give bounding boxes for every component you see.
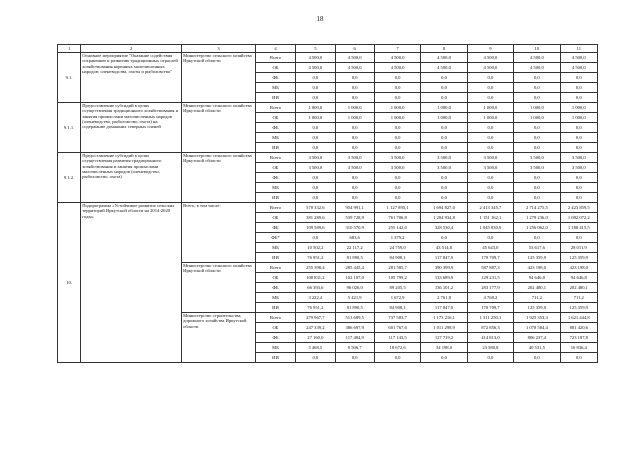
funding-source: Всего [255,103,295,113]
amount-cell: 255 398,4 [296,263,335,273]
amount-cell: 1 379,2 [374,233,420,243]
funding-source: ОБ [255,213,295,223]
amount-cell: 1 127 895,1 [374,203,420,213]
funding-source: ФБ [255,173,295,183]
amount-cell: 0,0 [560,123,597,133]
amount-cell: 0,0 [421,353,467,363]
funding-source: МБ [255,183,295,193]
amount-cell: 414 813,0 [467,333,513,343]
amount-cell: 587 887,3 [467,263,513,273]
amount-cell: 1 173 216,1 [421,313,467,323]
funding-source: МБ [255,243,295,253]
amount-cell: 0,0 [296,133,335,143]
amount-cell: 1 011 298,9 [421,323,467,333]
amount-cell: 4 500,0 [467,63,513,73]
amount-cell: 0,0 [374,73,420,83]
amount-cell: 3 500,0 [296,153,335,163]
amount-cell: 0,0 [514,173,560,183]
amount-cell: 711,2 [514,293,560,303]
amount-cell: 4 500,0 [374,53,420,63]
funding-source: ИИ [255,353,295,363]
funding-source: Всего [255,263,295,273]
amount-cell: 0,0 [374,193,420,203]
measure-title: Предоставление субсидий в целях осуществления традиционного хозяйствования и занятия промыслами малочисленных народов (оленеводство, рыболовство, охота) на содержание домашних северных оленей [81,103,182,153]
amount-cell: 255 142,0 [374,223,420,233]
amount-cell: 2 714 275,5 [514,203,560,213]
amount-cell: 0,0 [421,73,467,83]
amount-cell: 127 719,2 [421,333,467,343]
amount-cell: 1 256 062,0 [514,223,560,233]
header-cell: 2 [81,45,182,53]
amount-cell: 0,0 [374,93,420,103]
amount-cell: 1 000,0 [374,103,420,113]
amount-cell: 0,0 [335,73,374,83]
funding-source: Всего [255,313,295,323]
amount-cell: 1 000,0 [467,103,513,113]
amount-cell: 4 500,0 [296,53,335,63]
funding-source: МБ [255,83,295,93]
amount-cell: 0,0 [514,93,560,103]
amount-cell: 28 011,9 [560,243,597,253]
amount-cell: 3 500,0 [374,163,420,173]
table-row [58,103,598,113]
amount-cell: 578 332,6 [296,203,335,213]
amount-cell: 3 500,0 [421,163,467,173]
amount-cell: 76 951,2 [296,253,335,263]
amount-cell: 1 621 444,8 [560,313,597,323]
funding-source: ФБ [255,123,295,133]
amount-cell: 129 231,5 [467,273,513,283]
amount-cell: 16 836,4 [560,343,597,353]
amount-cell: 0,0 [374,143,420,153]
amount-cell: 76 951,2 [296,303,335,313]
amount-cell: 43 514,8 [421,243,467,253]
amount-cell: 0,0 [421,93,467,103]
amount-cell: 0,0 [335,353,374,363]
amount-cell: 872 856,3 [467,323,513,333]
amount-cell: 0,0 [467,93,513,103]
amount-cell: 0,0 [296,83,335,93]
amount-cell: 1 082 072,2 [560,213,597,223]
amount-cell: 5 468,5 [296,343,335,353]
amount-cell: 109 589,6 [296,223,335,233]
amount-cell: 1 000,0 [560,103,597,113]
amount-cell: 683,6 [335,233,374,243]
amount-cell: 0,0 [560,133,597,143]
amount-cell: 539 728,9 [335,213,374,223]
funding-source: ОБ [255,273,295,283]
amount-cell: 117 847,0 [421,253,467,263]
header-cell: 5 [296,45,335,53]
amount-cell: 0,0 [467,173,513,183]
funding-source: МБ [255,133,295,143]
amount-cell: 102 107,0 [335,273,374,283]
amount-cell: 0,0 [560,353,597,363]
table-row [58,53,598,63]
header-cell: 9 [467,45,513,53]
amount-cell: 125 359,9 [514,303,560,313]
amount-cell: 1 000,0 [467,113,513,123]
executor: Министерство сельского хозяйства Иркутской области [182,263,256,313]
amount-cell: 1 925 353,3 [514,313,560,323]
amount-cell: 4 500,0 [467,53,513,63]
amount-cell: 310 570,9 [335,223,374,233]
amount-cell: 81 890,5 [335,303,374,313]
amount-cell: 24 759,0 [374,243,420,253]
amount-cell: 18 672,6 [374,343,420,353]
amount-cell: 0,0 [421,83,467,93]
amount-cell: 22 117,2 [335,243,374,253]
amount-cell: 117 484,9 [335,333,374,343]
amount-cell: 108 831,2 [296,273,335,283]
amount-cell: 1 204 934,8 [421,213,467,223]
amount-cell: 105 799,2 [374,273,420,283]
funding-source: Всего [255,203,295,213]
amount-cell: 0,0 [296,73,335,83]
amount-cell: 3 500,0 [296,163,335,173]
funding-source: ОБ [255,113,295,123]
amount-cell: 136 101,2 [421,283,467,293]
measure-title: Основное мероприятие "Оказание содействия сохранению и развитию традиционных отраслей хозяйствования коренных малочисленных народов: оленеводства, охоты и рыболовства" [81,53,182,103]
amount-cell: 0,0 [560,83,597,93]
measure-title: Предоставление субсидий в целях осуществления развития традиционного хозяйствования и занятия промыслами малочисленных народов (оленеводство, рыболовство, охота) [81,153,182,203]
executor: Министерство строительства, дорожного хозяйства Иркутской области [182,313,256,363]
amount-cell: 66 393,6 [296,283,335,293]
row-number: 10. [58,203,81,363]
amount-cell: 0,0 [560,233,597,243]
amount-cell: 0,0 [467,133,513,143]
amount-cell: 117 143,5 [374,333,420,343]
amount-cell: 9 506,7 [335,343,374,353]
amount-cell: 1 000,0 [335,113,374,123]
amount-cell: 117 847,0 [421,303,467,313]
amount-cell: 3 222,4 [296,293,335,303]
amount-cell: 0,0 [374,83,420,93]
amount-cell: 170 709,7 [467,303,513,313]
funding-source: ФБ [255,333,295,343]
amount-cell: 3 500,0 [467,163,513,173]
header-cell: 4 [255,45,295,53]
amount-cell: 4 500,0 [514,63,560,73]
amount-cell: 0,0 [421,183,467,193]
amount-cell: 0,0 [296,93,335,103]
amount-cell: 1 000,0 [421,103,467,113]
amount-cell: 285 445,4 [335,263,374,273]
amount-cell: 761 706,8 [374,213,420,223]
amount-cell: 1 045 830,9 [467,223,513,233]
page-number: 18 [316,15,324,23]
funding-source: ФБ [255,73,295,83]
amount-cell: 1 672,9 [374,293,420,303]
amount-cell: 125 359,9 [560,303,597,313]
header-row [58,45,598,53]
amount-cell: 0,0 [467,73,513,83]
executor: Всего, в том числе: [182,203,256,263]
amount-cell: 247 339,2 [296,323,335,333]
amount-cell: 2 423 859,5 [560,203,597,213]
amount-cell: 0,0 [374,353,420,363]
funding-source: ОБ [255,63,295,73]
amount-cell: 94 646,8 [514,273,560,283]
amount-cell: 0,0 [335,123,374,133]
amount-cell: 281 585,7 [374,263,420,273]
amount-cell: 0,0 [296,183,335,193]
amount-cell: 10 502,2 [296,243,335,253]
amount-cell: 0,0 [514,143,560,153]
funding-source: ИИ [255,143,295,153]
funding-source: ОБ [255,323,295,333]
amount-cell: 1 000,0 [296,103,335,113]
amount-cell: 202 480,1 [560,283,597,293]
amount-cell: 1 000,0 [374,113,420,123]
amount-cell: 3 500,0 [335,163,374,173]
amount-cell: 0,0 [467,83,513,93]
amount-cell: 0,0 [421,143,467,153]
amount-cell: 390 399,9 [421,263,467,273]
amount-cell: 0,0 [421,173,467,183]
amount-cell: 40 531,5 [514,343,560,353]
amount-cell: 1 000,0 [514,103,560,113]
funding-source: ФБ* [255,233,295,243]
amount-cell: 0,0 [296,143,335,153]
amount-cell: 94 646,8 [560,273,597,283]
funding-source: Всего [255,53,295,63]
amount-cell: 125 359,9 [560,253,597,263]
amount-cell: 0,0 [374,183,420,193]
amount-cell: 4 768,2 [467,293,513,303]
amount-cell: 45 643,0 [467,243,513,253]
funding-source: ИИ [255,93,295,103]
table-row [58,153,598,163]
amount-cell: 328 530,4 [421,223,467,233]
amount-cell: 81 890,5 [335,253,374,263]
amount-cell: 0,0 [296,233,335,243]
amount-cell: 1 279 236,0 [514,213,560,223]
amount-cell: 1 188 415,5 [560,223,597,233]
amount-cell: 2 761,8 [421,293,467,303]
amount-cell: 283 177,9 [467,283,513,293]
amount-cell: 1 000,0 [335,103,374,113]
amount-cell: 0,0 [335,93,374,103]
funding-source: ФБ [255,283,295,293]
executor: Министерство сельского хозяйства Иркутской области [182,103,256,153]
amount-cell: 0,0 [296,173,335,183]
amount-cell: 4 500,0 [374,63,420,73]
header-cell: 7 [374,45,420,53]
amount-cell: 3 500,0 [514,163,560,173]
amount-cell: 0,0 [467,123,513,133]
amount-cell: 4 500,0 [514,53,560,63]
amount-cell: 4 500,0 [335,63,374,73]
amount-cell: 0,0 [335,173,374,183]
amount-cell: 3 500,0 [421,153,467,163]
amount-cell: 1 000,0 [560,113,597,123]
amount-cell: 0,0 [374,123,420,133]
amount-cell: 954 991,1 [335,203,374,213]
amount-cell: 125 359,9 [514,253,560,263]
header-cell: 1 [58,45,81,53]
amount-cell: 723 187,8 [560,333,597,343]
amount-cell: 381 289,6 [296,213,335,223]
amount-cell: 4 500,0 [421,63,467,73]
amount-cell: 0,0 [467,193,513,203]
amount-cell: 0,0 [296,193,335,203]
amount-cell: 4 500,0 [560,63,597,73]
amount-cell: 27 160,0 [296,333,335,343]
header-cell: 6 [335,45,374,53]
amount-cell: 737 583,7 [374,313,420,323]
amount-cell: 0,0 [560,143,597,153]
executor: Министерство сельского хозяйства Иркутской области [182,153,256,203]
amount-cell: 5 421,9 [335,293,374,303]
amount-cell: 0,0 [560,183,597,193]
amount-cell: 0,0 [560,93,597,103]
amount-cell: 4 500,0 [421,53,467,63]
funding-source: ИИ [255,193,295,203]
amount-cell: 84 908,1 [374,253,420,263]
amount-cell: 1 078 584,4 [514,323,560,333]
amount-cell: 881 420,6 [560,323,597,333]
amount-cell: 4 500,0 [560,53,597,63]
amount-cell: 423 198,0 [560,263,597,273]
amount-cell: 711,2 [560,293,597,303]
amount-cell: 84 908,1 [374,303,420,313]
funding-source: Всего [255,153,295,163]
amount-cell: 0,0 [421,233,467,243]
measure-title: Подпрограмма «Устойчивое развитие сельских территорий Иркутской области на 2014-2020 годы» [81,203,182,363]
amount-cell: 0,0 [514,73,560,83]
amount-cell: 133 689,9 [421,273,467,283]
amount-cell: 34 198,0 [421,343,467,353]
amount-cell: 0,0 [514,123,560,133]
amount-cell: 3 500,0 [374,153,420,163]
amount-cell: 89 205,5 [374,283,420,293]
amount-cell: 170 709,7 [467,253,513,263]
row-number: 9.1. [58,53,81,103]
amount-cell: 0,0 [514,183,560,193]
amount-cell: 0,0 [467,143,513,153]
amount-cell: 423 198,0 [514,263,560,273]
amount-cell: 4 500,0 [335,53,374,63]
amount-cell: 0,0 [335,143,374,153]
executor: Министерство сельского хозяйства Иркутской области [182,53,256,103]
row-number: 9.1.1. [58,103,81,153]
amount-cell: 0,0 [296,123,335,133]
header-cell: 11 [560,45,597,53]
funding-source: ФБ [255,223,295,233]
amount-cell: 1 000,0 [514,113,560,123]
funding-source: ОБ [255,163,295,173]
amount-cell: 0,0 [514,233,560,243]
amount-cell: 3 500,0 [560,153,597,163]
amount-cell: 2 413 345,7 [467,203,513,213]
row-number: 9.1.2. [58,153,81,203]
amount-cell: 0,0 [374,133,420,143]
amount-cell: 806 237,4 [514,333,560,343]
amount-cell: 0,0 [335,133,374,143]
amount-cell: 3 500,0 [467,153,513,163]
amount-cell: 1 000,0 [421,113,467,123]
amount-cell: 0,0 [514,193,560,203]
amount-cell: 0,0 [467,183,513,193]
header-cell: 10 [514,45,560,53]
amount-cell: 1 311 250,1 [467,313,513,323]
amount-cell: 513 689,5 [335,313,374,323]
amount-cell: 386 697,9 [335,323,374,333]
amount-cell: 96 026,0 [335,283,374,293]
header-cell: 3 [182,45,256,53]
amount-cell: 0,0 [467,233,513,243]
amount-cell: 0,0 [421,193,467,203]
amount-cell: 3 500,0 [335,153,374,163]
amount-cell: 0,0 [514,133,560,143]
amount-cell: 0,0 [335,183,374,193]
amount-cell: 0,0 [421,133,467,143]
amount-cell: 0,0 [514,83,560,93]
funding-source: ИИ [255,253,295,263]
amount-cell: 3 500,0 [514,153,560,163]
amount-cell: 0,0 [560,193,597,203]
amount-cell: 1 000,0 [296,113,335,123]
amount-cell: 1 151 162,1 [467,213,513,223]
amount-cell: 202 480,1 [514,283,560,293]
budget-table [57,44,598,363]
amount-cell: 0,0 [421,123,467,133]
amount-cell: 0,0 [335,193,374,203]
amount-cell: 1 694 827,0 [421,203,467,213]
amount-cell: 0,0 [374,173,420,183]
table-row [58,203,598,213]
amount-cell: 0,0 [514,353,560,363]
amount-cell: 279 967,7 [296,313,335,323]
amount-cell: 0,0 [560,73,597,83]
funding-source: МБ [255,343,295,353]
amount-cell: 4 500,0 [296,63,335,73]
funding-source: МБ [255,293,295,303]
amount-cell: 601 767,6 [374,323,420,333]
amount-cell: 23 580,8 [467,343,513,353]
amount-cell: 3 500,0 [560,163,597,173]
amount-cell: 53 617,6 [514,243,560,253]
amount-cell: 0,0 [296,353,335,363]
header-cell: 8 [421,45,467,53]
amount-cell: 0,0 [560,173,597,183]
funding-source: ИИ [255,303,295,313]
amount-cell: 0,0 [467,353,513,363]
amount-cell: 0,0 [335,83,374,93]
